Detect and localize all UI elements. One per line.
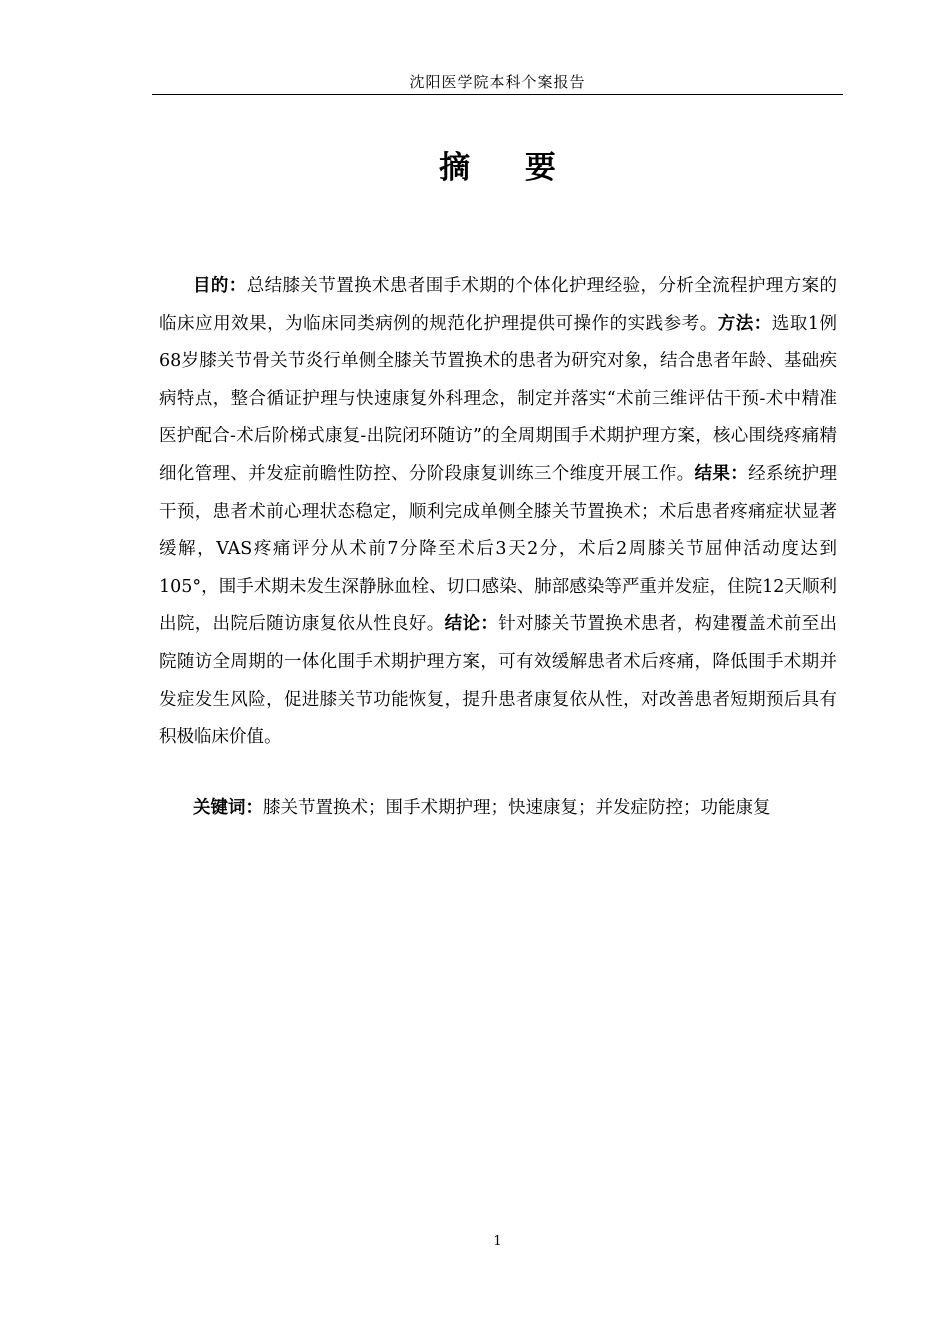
header-divider <box>152 94 843 95</box>
keywords-line <box>159 790 837 828</box>
keywords-text: 膝关节置换术；围手术期护理；快速康复；并发症防控；功能康复 <box>263 798 771 818</box>
running-header: 沈阳医学院本科个案报告 <box>409 73 586 91</box>
objective-text: 总结膝关节置换术患者围手术期的个体化护理经验，分析全流程护理方案的临床应用效果，为临床同类病例的规范化护理提供可操作的实践参考。 <box>159 276 838 334</box>
conclusion-text: 针对膝关节置换术患者，构建覆盖术前至出院随访全周期的一体化围手术期护理方案，可有效缓解患者术后疼痛，降低围手术期并发症发生风险，促进膝关节功能恢复，提升患者康复依从性，对改善患者短期预后具有积极临床价值。 <box>159 614 838 748</box>
method-label: 方法： <box>717 313 772 334</box>
keywords-label: 关键词： <box>193 798 263 818</box>
page-title: 摘 要 <box>439 150 578 186</box>
conclusion-label: 结论： <box>444 614 499 635</box>
objective-label: 目的： <box>193 276 247 296</box>
result-label: 结果： <box>694 463 749 484</box>
page-number: 1 <box>493 1234 502 1249</box>
abstract-paragraph <box>159 268 837 757</box>
method-text: 选取1例68岁膝关节骨关节炎行单侧全膝关节置换术的患者为研究对象，结合患者年龄、基础疾病特点，整合循证护理与快速康复外科理念，制定并落实“术前三维评估干预-术中精准医护配合-术后阶梯式康复-出院闭环随访”的全周期围手术期护理方案，核心围绕疼痛精细化管理、并发症前瞻性防控、分阶段康复训练三个维度开展工作。 <box>159 313 838 484</box>
result-text: 经系统护理干预，患者术前心理状态稳定，顺利完成单侧全膝关节置换术；术后患者疼痛症状显著缓解，VAS疼痛评分从术前7分降至术后3天2分，术后2周膝关节屈伸活动度达到105°，围手术期未发生深静脉血栓、切口感染、肺部感染等严重并发症，住院12天顺利出院，出院后随访康复依从性良好。 <box>159 463 838 635</box>
